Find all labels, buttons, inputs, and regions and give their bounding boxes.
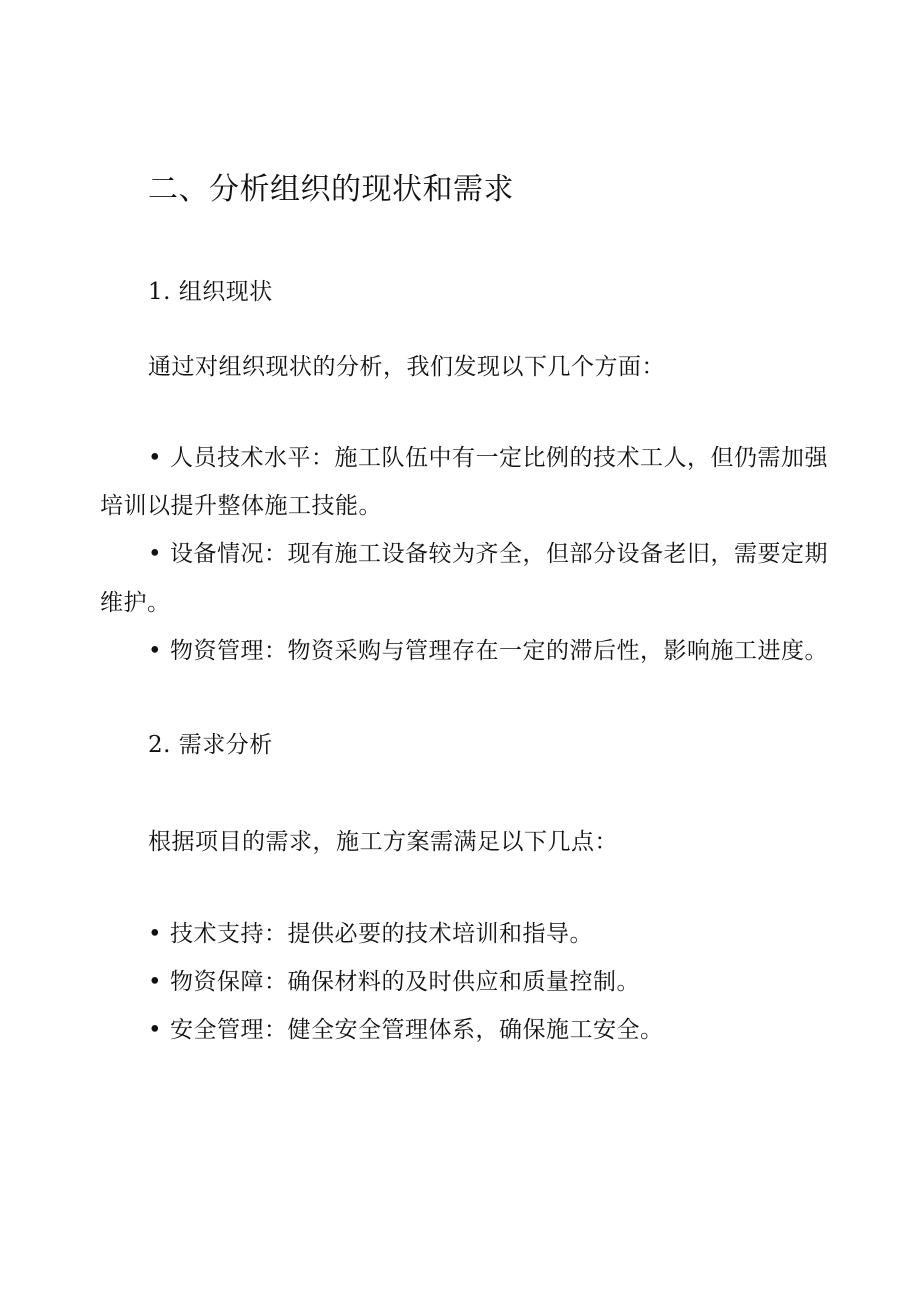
needs-item-3 <box>148 1014 664 1046</box>
bullet-icon: • <box>148 638 163 664</box>
needs-item-2 <box>148 966 640 998</box>
status-item-1-line2: 培训以提升整体施工技能。 <box>100 493 382 519</box>
needs-item-1 <box>148 918 593 950</box>
bullet-icon: • <box>148 921 163 947</box>
status-intro: 通过对组织现状的分析，我们发现以下几个方面： <box>148 354 665 380</box>
bullet-icon: • <box>148 969 163 995</box>
needs-item-2-text: 物资保障：确保材料的及时供应和质量控制。 <box>170 969 640 995</box>
needs-intro: 根据项目的需求，施工方案需满足以下几点： <box>148 829 618 855</box>
needs-item-3-text: 安全管理：健全安全管理体系，确保施工安全。 <box>170 1017 664 1043</box>
status-item-1 <box>148 442 828 474</box>
bullet-icon: • <box>148 541 163 567</box>
bullet-icon: • <box>148 1017 163 1043</box>
status-heading: 1. 组织现状 <box>148 279 273 305</box>
status-item-3 <box>148 635 828 667</box>
status-item-2-line2: 维护。 <box>100 590 171 616</box>
needs-heading: 2. 需求分析 <box>148 732 273 758</box>
bullet-icon: • <box>148 445 163 471</box>
status-item-3-line1: 物资管理：物资采购与管理存在一定的滞后性，影响施工进度。 <box>170 638 828 664</box>
status-item-2-line1: 设备情况：现有施工设备较为齐全，但部分设备老旧，需要定期 <box>170 541 828 567</box>
status-item-1-line1: 人员技术水平：施工队伍中有一定比例的技术工人，但仍需加强 <box>170 445 828 471</box>
needs-item-1-text: 技术支持：提供必要的技术培训和指导。 <box>170 921 593 947</box>
section-title: 二、分析组织的现状和需求 <box>148 172 514 207</box>
status-item-2 <box>148 538 828 570</box>
